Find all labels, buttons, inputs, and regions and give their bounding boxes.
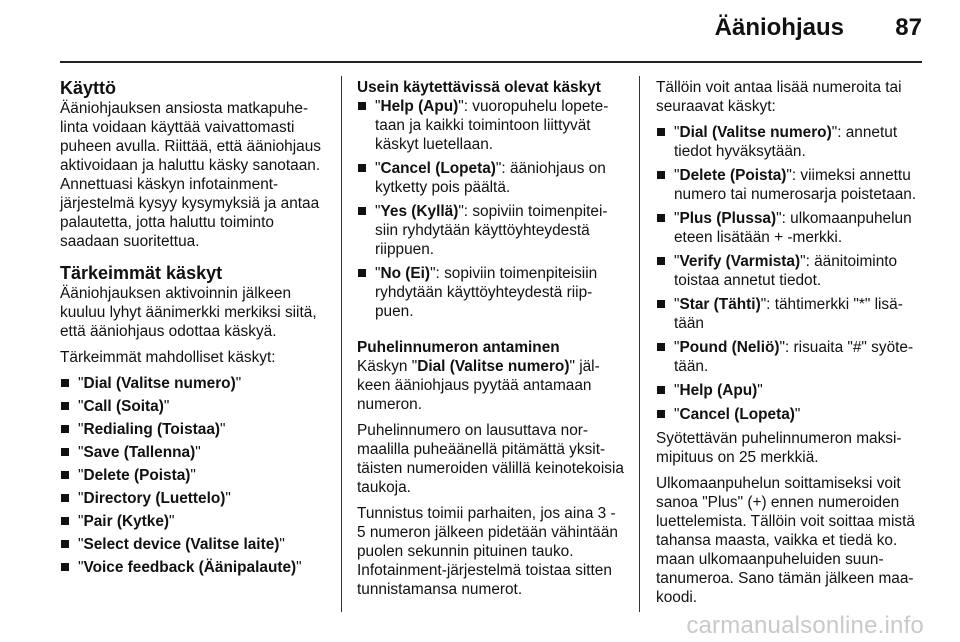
bullet-icon (657, 386, 665, 394)
list-item: "Verify (Varmista)": äänitoiminto toistaa annetut tiedot. (656, 252, 922, 290)
command-description: : sopiviin toimenpiteisiin ryhdytään käyttöyhteydestä riippuen. (375, 203, 608, 258)
command-description: : risuaita "#" syötetään. (674, 339, 914, 375)
list-item: "Select device (Valitse laite)" (60, 535, 328, 554)
paragraph: Puhelinnumero on lausuttava normaalilla puheäänellä pitämättä yksittäisten numeroiden välillä keinotekoisia taukoja. (357, 422, 624, 496)
command-description: : äänitoiminto toistaa annetut tiedot. (674, 253, 898, 289)
command-description: : ulkomaanpuhelun eteen lisätään + -merkki. (674, 210, 912, 246)
command-description: : tähtimerkki "*" lisätään (674, 296, 903, 332)
list-item: "Star (Tähti)": tähtimerkki "*" lisätään (656, 295, 922, 333)
command-name: No (Ei) (380, 265, 431, 282)
list-item: "Directory (Luettelo)" (60, 489, 328, 508)
list-item: "Help (Apu)": vuoropuhelu lopetetaan ja kaikki toimintoon liittyvät käskyt luetellaan. (357, 97, 624, 154)
command-name: Cancel (Lopeta) (380, 160, 496, 177)
command-name: Cancel (Lopeta) (679, 406, 795, 423)
command-name: Delete (Poista) (679, 167, 787, 184)
list-item: "Voice feedback (Äänipalaute)" (60, 558, 328, 577)
command-name: Pair (Kytke) (83, 513, 170, 530)
paragraph: Syötettävän puhelinnumeron maksimipituus on 25 merkkiä. (656, 430, 902, 466)
paragraph-text: Käskyn " (357, 358, 418, 375)
paragraph (357, 357, 624, 414)
command-name: Dial (Valitse numero) (417, 358, 570, 375)
list-item: "Help (Apu)" (656, 381, 922, 400)
bullet-icon (358, 269, 366, 277)
bullet-icon (657, 214, 665, 222)
command-list (656, 123, 922, 424)
page-number: 87 (895, 14, 922, 41)
bullet-icon (61, 448, 69, 456)
list-item: "Save (Tallenna)" (60, 443, 328, 462)
command-description: : ääniohjaus on kytketty pois päältä. (375, 160, 606, 196)
watermark: carmanualsonline.info (686, 612, 924, 639)
column-left (60, 78, 328, 581)
list-item: "Dial (Valitse numero)": annetut tiedot hyväksytään. (656, 123, 922, 161)
bullet-icon (657, 257, 665, 265)
list-item: "Delete (Poista)" (60, 466, 328, 485)
command-name: Star (Tähti) (679, 296, 761, 313)
bullet-icon (61, 425, 69, 433)
command-name: Directory (Luettelo) (83, 490, 226, 507)
command-name: Redialing (Toistaa) (83, 421, 220, 438)
bullet-icon (61, 563, 69, 571)
section-heading: Tärkeimmät käskyt (60, 263, 223, 283)
command-list (60, 374, 328, 577)
paragraph: Ääniohjauksen aktivoinnin jälkeen kuuluu lyhyt äänimerkki merkiksi siitä, että ääniohjaus odottaa käskyä. (60, 285, 317, 340)
command-description: : vuoropuhelu lopetetaan ja kaikki toimintoon liittyvät käskyt luetellaan. (375, 98, 609, 153)
command-name: Call (Soita) (83, 398, 164, 415)
page-title: Ääniohjaus (714, 14, 844, 41)
bullet-icon (657, 410, 665, 418)
header-divider (60, 61, 922, 63)
bullet-icon (358, 164, 366, 172)
bullet-icon (358, 207, 366, 215)
command-list (357, 97, 624, 321)
list-item: "Cancel (Lopeta)" (656, 405, 922, 424)
command-name: Delete (Poista) (83, 467, 191, 484)
paragraph: Ulkomaanpuhelun soittamiseksi voit sanoa "Plus" (+) ennen numeroiden luettelemista. Tällöin voit soittaa mistä tahansa maasta, vaikka et tiedä ko. maan ulkomaanpuheluiden suuntanumeroa. Sano tämän jälkeen maakoodi. (656, 475, 915, 606)
subsection-heading: Puhelinnumeron antaminen (357, 339, 560, 356)
bullet-icon (657, 300, 665, 308)
page-header (0, 0, 960, 62)
bullet-icon (657, 171, 665, 179)
list-item: "No (Ei)": sopiviin toimenpiteisiin ryhdytään käyttöyhteydestä riippuen. (357, 264, 624, 321)
paragraph: Tärkeimmät mahdolliset käskyt: (60, 349, 276, 366)
bullet-icon (61, 471, 69, 479)
subsection-heading: Usein käytettävissä olevat käskyt (357, 79, 601, 96)
command-name: Verify (Varmista) (679, 253, 801, 270)
column-middle (357, 78, 624, 606)
list-item: "Yes (Kyllä)": sopiviin toimenpiteisiin ryhdytään käyttöyhteydestä riippuen. (357, 202, 624, 259)
column-divider (639, 76, 640, 612)
command-name: Pound (Neliö) (679, 339, 780, 356)
bullet-icon (61, 540, 69, 548)
list-item: "Pound (Neliö)": risuaita "#" syötetään. (656, 338, 922, 376)
command-description: : annetut tiedot hyväksytään. (674, 124, 898, 160)
section-heading: Käyttö (60, 78, 117, 98)
bullet-icon (657, 343, 665, 351)
list-item: "Redialing (Toistaa)" (60, 420, 328, 439)
command-name: Help (Apu) (380, 98, 459, 115)
bullet-icon (61, 494, 69, 502)
paragraph: Tunnistus toimii parhaiten, jos aina 3 - 5 numeron jälkeen pidetään vähintään puolen sekunnin pituinen tauko. Infotainment-järjestelmä toistaa sitten tunnistamansa numerot. (357, 505, 618, 598)
command-name: Select device (Valitse laite) (83, 536, 280, 553)
bullet-icon (61, 402, 69, 410)
command-name: Plus (Plussa) (679, 210, 777, 227)
command-name: Save (Tallenna) (83, 444, 196, 461)
list-item: "Plus (Plussa)": ulkomaanpuhelun eteen lisätään + -merkki. (656, 209, 922, 247)
command-name: Voice feedback (Äänipalaute) (83, 559, 297, 576)
column-divider (341, 76, 342, 612)
list-item: "Pair (Kytke)" (60, 512, 328, 531)
column-right (656, 78, 922, 614)
paragraph-text: " jälkeen ääniohjaus pyytää antamaan numeron. (357, 358, 600, 413)
paragraph: Tällöin voit antaa lisää numeroita tai seuraavat käskyt: (656, 79, 902, 115)
bullet-icon (61, 379, 69, 387)
paragraph: Ääniohjauksen ansiosta matkapuhelinta voidaan käyttää vaivattomasti puheen avulla. Riittää, että ääniohjaus aktivoidaan ja haluttu käsky sanotaan. Annettuasi käskyn infotainment-järjestelmä kysyy kysymyksiä ja antaa palautetta, jotta haluttu toiminto saadaan suoritettua. (60, 100, 321, 250)
list-item: "Cancel (Lopeta)": ääniohjaus on kytketty pois päältä. (357, 159, 624, 197)
command-name: Help (Apu) (679, 382, 758, 399)
command-description: : viimeksi annettu numero tai numerosarja poistetaan. (674, 167, 917, 203)
bullet-icon (657, 128, 665, 136)
list-item: "Dial (Valitse numero)" (60, 374, 328, 393)
list-item: "Call (Soita)" (60, 397, 328, 416)
list-item: "Delete (Poista)": viimeksi annettu numero tai numerosarja poistetaan. (656, 166, 922, 204)
command-name: Yes (Kyllä) (380, 203, 459, 220)
bullet-icon (61, 517, 69, 525)
command-name: Dial (Valitse numero) (83, 375, 236, 392)
command-description: : sopiviin toimenpiteisiin ryhdytään käyttöyhteydestä riippuen. (375, 265, 598, 320)
bullet-icon (358, 102, 366, 110)
command-name: Dial (Valitse numero) (679, 124, 832, 141)
